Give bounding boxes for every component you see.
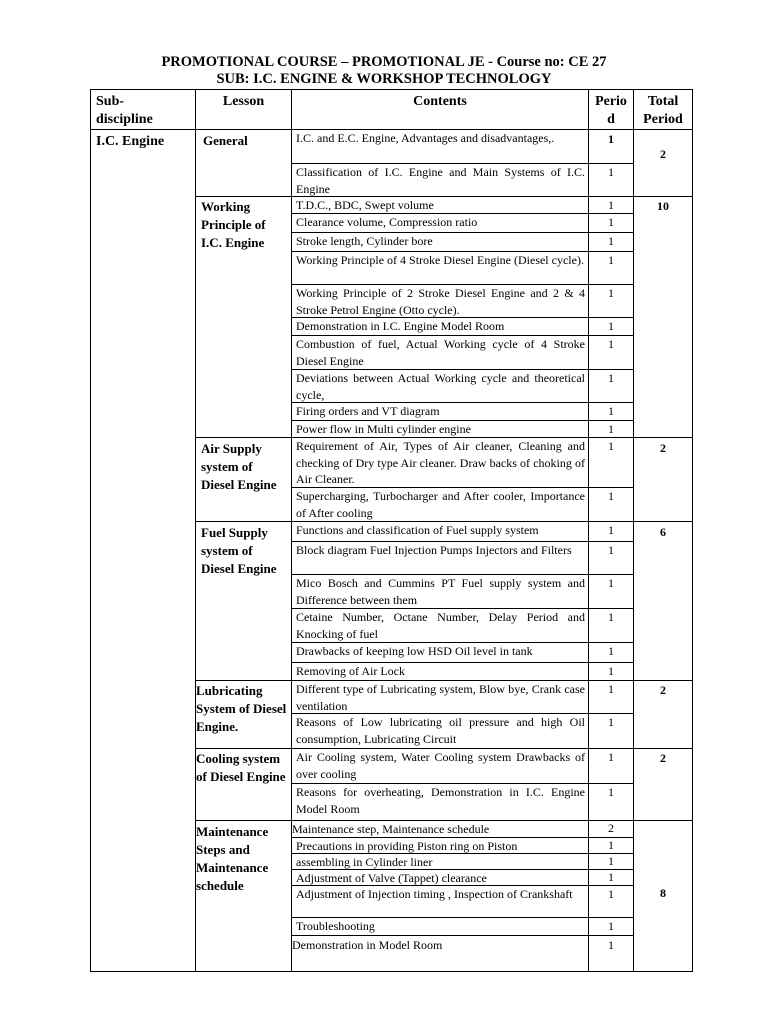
table-row-content: Adjustment of Valve (Tappet) clearance [296, 871, 487, 885]
table-row-content: Different type of Lubricating system, Blow bye, Crank case ventilation [296, 682, 585, 713]
table-row-content: Power flow in Multi cylinder engine [296, 422, 471, 436]
header-text: Sub- [96, 94, 125, 109]
document-subtitle: SUB: I.C. ENGINE & WORKSHOP TECHNOLOGY [216, 71, 552, 87]
subdiscipline-name: I.C. Engine [96, 134, 165, 149]
table-row-content: Firing orders and VT diagram [296, 404, 440, 418]
table-row-content: Working Principle of 2 Stroke Diesel Engine and 2 & 4 Stroke Petrol Engine (Otto cycle). [296, 286, 585, 317]
table-row-content: Demonstration in Model Room [292, 938, 443, 952]
table-row-content: Combustion of fuel, Actual Working cycle of 4 Stroke Diesel Engine [296, 337, 585, 368]
header-contents: Contents [413, 94, 467, 109]
lesson-name: Lubricating System of Diesel Engine. [196, 683, 287, 734]
table-row-content: Clearance volume, Compression ratio [296, 215, 478, 229]
table-row-content: Air Cooling system, Water Cooling system Drawbacks of over cooling [296, 750, 585, 781]
lesson-name: Maintenance Steps and Maintenance schedule [196, 824, 269, 893]
table-row-period: 1 [608, 234, 614, 248]
lesson-name: General [203, 133, 248, 148]
table-row-period: 1 [608, 715, 614, 729]
table-row-content: Troubleshooting [296, 919, 375, 933]
table-row-content: Deviations between Actual Working cycle and theoretical cycle, [296, 371, 585, 402]
table-row-content: Drawbacks of keeping low HSD Oil level in tank [296, 644, 533, 658]
table-row-content: Cetaine Number, Octane Number, Delay Period and Knocking of fuel [296, 610, 585, 641]
header-text: d [607, 112, 615, 127]
table-row-content: Removing of Air Lock [296, 664, 405, 678]
table-row-content: Supercharging, Turbocharger and After cooler, Importance of After cooling [296, 489, 585, 520]
header-text: Total [647, 94, 679, 109]
table-row-content: Demonstration in I.C. Engine Model Room [296, 319, 505, 333]
table-row-content: Requirement of Air, Types of Air cleaner, Cleaning and checking of Dry type Air cleaner. Draw backs of choking of Air Cleaner. [296, 439, 585, 486]
total-period: 2 [660, 683, 666, 697]
lesson-name: Fuel Supply system of Diesel Engine [201, 525, 277, 576]
header-text: discipline [96, 112, 153, 127]
table-border-left [90, 89, 91, 972]
table-row-period: 1 [608, 286, 614, 300]
lesson-name: Cooling system of Diesel Engine [196, 751, 286, 784]
table-row-period: 1 [608, 887, 614, 901]
table-row-period: 1 [608, 198, 614, 212]
column-divider [291, 89, 292, 972]
table-row-period: 1 [608, 870, 614, 884]
table-row-period: 1 [608, 576, 614, 590]
total-period: 2 [660, 441, 666, 455]
table-row-period: 1 [608, 371, 614, 385]
table-row-content: Working Principle of 4 Stroke Diesel Engine (Diesel cycle). [296, 253, 584, 267]
lesson-name: Working Principle of I.C. Engine [201, 199, 266, 250]
table-row-content: Stroke length, Cylinder bore [296, 234, 433, 248]
table-row-period: 1 [608, 664, 614, 678]
header-subdiscipline [96, 93, 153, 129]
table-row-period: 1 [608, 838, 614, 852]
table-row-period: 1 [608, 337, 614, 351]
table-row-period: 1 [608, 215, 614, 229]
table-row-period: 1 [608, 489, 614, 503]
table-row-period: 1 [608, 165, 614, 179]
header-text: Period [643, 112, 683, 127]
header-text: Perio [595, 94, 627, 109]
table-border-top [90, 89, 693, 90]
table-row-period: 1 [608, 854, 614, 868]
table-border-right [692, 89, 693, 972]
table-row-content: assembling in Cylinder liner [296, 855, 433, 869]
table-row-period: 1 [608, 644, 614, 658]
table-row-period: 1 [608, 610, 614, 624]
table-row-period: 1 [608, 750, 614, 764]
table-row-content: Reasons of Low lubricating oil pressure and high Oil consumption, Lubricating Circuit [296, 715, 585, 746]
table-row-period: 1 [608, 938, 614, 952]
total-period: 2 [660, 751, 666, 765]
table-row-content: T.D.C., BDC, Swept volume [296, 198, 434, 212]
table-row-period: 1 [608, 319, 614, 333]
table-row-period: 1 [608, 439, 614, 453]
header-total-period [634, 93, 692, 129]
table-row-period: 1 [608, 132, 614, 146]
table-row-content: Adjustment of Injection timing , Inspection of Crankshaft [296, 887, 573, 901]
table-row-content: Functions and classification of Fuel supply system [296, 523, 539, 537]
total-period: 10 [657, 199, 669, 213]
header-lesson: Lesson [222, 94, 265, 109]
table-border-bottom [90, 971, 693, 972]
table-row-content: I.C. and E.C. Engine, Advantages and disadvantages,. [296, 131, 555, 145]
table-row-content: Precautions in providing Piston ring on Piston [296, 839, 518, 853]
table-row-content: Reasons for overheating, Demonstration in I.C. Engine Model Room [296, 785, 585, 816]
table-row-content: Maintenance step, Maintenance schedule [292, 822, 490, 836]
table-row-period: 1 [608, 404, 614, 418]
document-title: PROMOTIONAL COURSE – PROMOTIONAL JE - Course no: CE 27 [161, 54, 607, 70]
table-row-period: 1 [608, 523, 614, 537]
table-row-content: Block diagram Fuel Injection Pumps Injectors and Filters [296, 543, 572, 557]
lesson-name: Air Supply system of Diesel Engine [201, 441, 277, 492]
row-divider [291, 935, 633, 936]
table-row-period: 1 [608, 919, 614, 933]
total-period: 6 [660, 525, 666, 539]
table-row-content: Classification of I.C. Engine and Main Systems of I.C. Engine [296, 165, 585, 196]
table-row-period: 1 [608, 422, 614, 436]
table-row-period: 1 [608, 543, 614, 557]
table-row-period: 1 [608, 682, 614, 696]
total-period: 8 [660, 886, 666, 900]
table-row-period: 2 [608, 821, 614, 835]
total-period: 2 [660, 147, 666, 161]
table-row-content: Mico Bosch and Cummins PT Fuel supply system and Difference between them [296, 576, 585, 607]
table-row-period: 1 [608, 253, 614, 267]
header-period [589, 93, 633, 129]
table-row-period: 1 [608, 785, 614, 799]
